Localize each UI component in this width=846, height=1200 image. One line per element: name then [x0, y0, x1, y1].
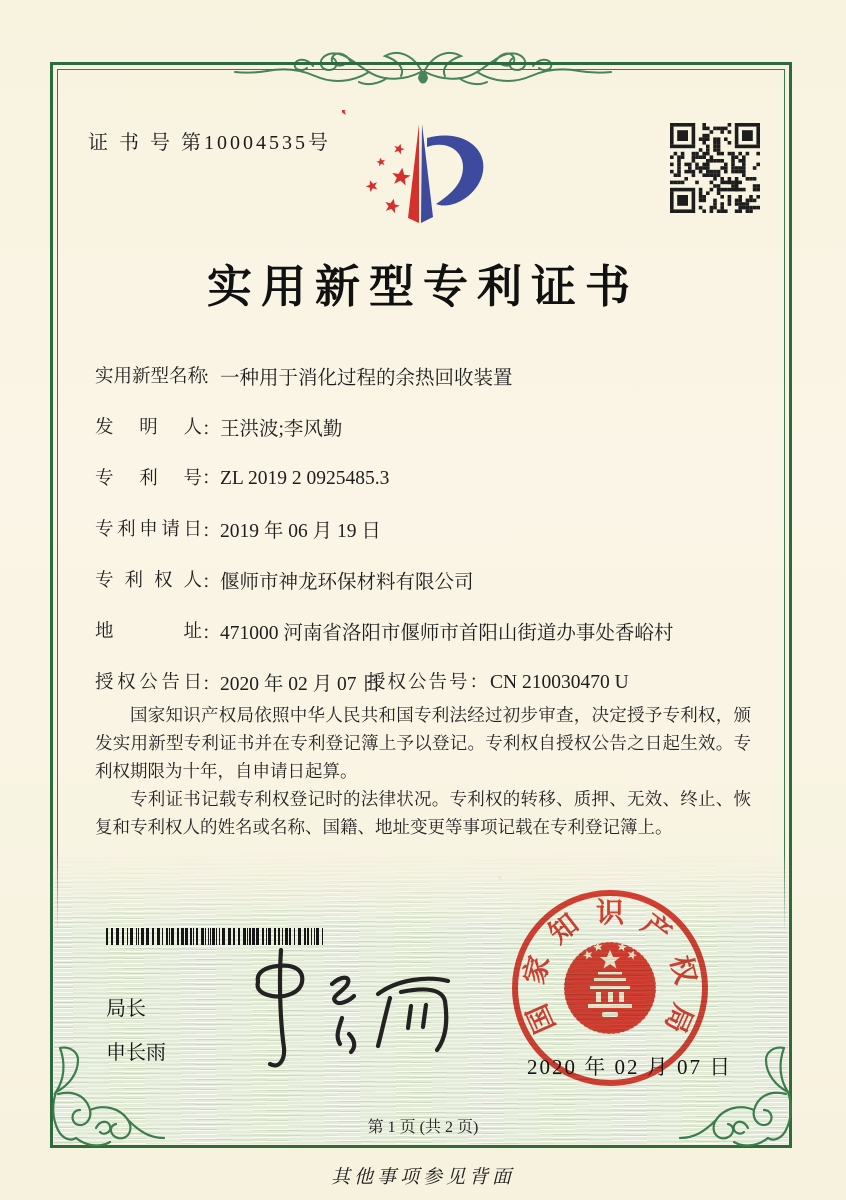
field-value: 2020 年 02 月 07 日: [220, 674, 381, 695]
cnipa-logo-icon: [342, 110, 510, 236]
field-label: 地址: [95, 622, 202, 642]
svg-text:识: 识: [595, 898, 625, 929]
field-label: 实用新型名称: [95, 367, 207, 387]
paragraph: 国家知识产权局依照中华人民共和国专利法经过初步审查，决定授予专利权，颁发实用新型专利证书并在专利登记簿上予以登记。专利权自授权公告之日起生效。专利权期限为十年，自申请日起算。: [95, 705, 751, 781]
field-value: CN 210030470 U: [490, 672, 629, 693]
field-label: 专利权人: [95, 571, 202, 591]
field-row: [95, 566, 755, 617]
field-value: 471000 河南省洛阳市偃师市首阳山街道办事处香峪村: [220, 623, 674, 644]
field-row: [95, 515, 755, 566]
svg-text:国: 国: [522, 999, 562, 1038]
field-label: 授权公告日: [95, 673, 202, 693]
field-colon: ：: [202, 420, 221, 440]
seal-date: 2020 年 02 月 07 日: [527, 1055, 733, 1079]
director-title: 局长: [106, 998, 146, 1020]
svg-text:家: 家: [519, 952, 557, 988]
field-value: 2019 年 06 月 19 日: [220, 521, 381, 542]
field-row: [95, 617, 755, 668]
field-value: 偃师市神龙环保材料有限公司: [220, 572, 474, 593]
field-row: [95, 413, 755, 464]
director-block: [106, 992, 166, 1065]
director-signature-icon: [228, 930, 478, 1080]
field-value: 一种用于消化过程的余热回收装置: [220, 368, 513, 389]
svg-text:局: 局: [658, 999, 698, 1038]
field-row: [95, 362, 755, 413]
fields: [95, 362, 755, 719]
field-value: ZL 2019 2 0925485.3: [220, 468, 390, 489]
paragraph: 专利证书记载专利权登记时的法律状况。专利权的转移、质押、无效、终止、恢复和专利权人的姓名或名称、国籍、地址变更等事项记载在专利登记簿上。: [95, 789, 751, 837]
certificate-number: 证 书 号 第10004535号: [88, 132, 331, 154]
page-number: 第 1 页 (共 2 页): [367, 1119, 479, 1136]
svg-text:权: 权: [663, 952, 701, 988]
field-colon: ：: [202, 624, 221, 644]
field-colon: ：: [202, 522, 221, 542]
body-paragraphs: [95, 701, 751, 841]
field-row: [95, 464, 755, 515]
certificate-title: 实用新型专利证书: [206, 262, 639, 312]
field-label: 专利申请日: [95, 520, 202, 540]
field-colon: ：: [202, 573, 221, 593]
field-label: 授权公告号：: [367, 673, 491, 693]
field-label: 专利号: [95, 469, 202, 489]
field-colon: ：: [202, 369, 221, 389]
back-side-note: 其他事项参见背面: [330, 1167, 515, 1188]
director-name: 申长雨: [106, 1042, 166, 1064]
field-colon: ：: [202, 675, 221, 695]
svg-text:知: 知: [543, 908, 585, 951]
field-secondary: [367, 668, 629, 694]
field-colon: ：: [202, 469, 221, 489]
qr-code-icon: [670, 123, 760, 213]
svg-text:产: 产: [635, 908, 677, 951]
field-label: 发明人: [95, 418, 202, 438]
field-value: 王洪波;李风勤: [220, 419, 343, 440]
